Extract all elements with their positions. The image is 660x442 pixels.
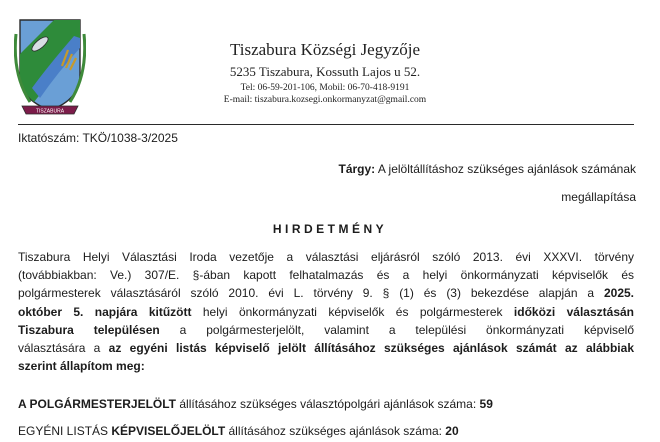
list-value: 20 [445,424,459,438]
list-label: KÉPVISELŐJELÖLT [111,424,226,438]
mayor-value: 59 [479,397,493,411]
body-line: választására a az egyéni listás képviselő jelölt állításához szükséges ajánlások számát az alábbiak [18,341,634,356]
announcement-body [18,248,634,375]
letterhead [160,40,490,106]
body-line: Tiszabura Helyi Választási Iroda vezetője a választási eljárásról szóló 2013. évi XXXVI. törvény [18,250,634,264]
subject-label: Tárgy: [338,162,376,176]
mayor-recommendation-count: A POLGÁRMESTERJELÖLT állításához szükséges választópolgári ajánlások száma: 59 [18,397,493,411]
body-line: polgármesterek választásáról szóló 2010. évi L. törvény 9. § (1) és (3) bekezdése alapján a 2025. [18,286,634,301]
reference-number: Iktatószám: TKÖ/1038-3/2025 [18,131,178,145]
subject-text-2: megállapítása [561,190,636,204]
crest-banner-text: TISZABURA [35,108,65,115]
office-phone: Tel: 06-59-201-106, Mobil: 06-70-418-9191 [240,83,410,93]
body-line: (továbbiakban: Ve.) 307/E. §-ában kapott felhatalmazás és a helyi önkormányzati képviselők és [18,268,634,283]
subject-line [339,162,637,177]
office-address: 5235 Tiszabura, Kossuth Lajos u 52. [229,64,421,79]
document-heading: HIRDETMÉNY [272,222,388,236]
header-divider [18,124,634,125]
body-line: Tiszabura településen a polgármesterjelölt, valamint a települési önkormányzati képviselő [18,322,635,337]
coat-of-arms [14,14,86,118]
office-email: E-mail: tiszabura.kozsegi.onkormanyzat@gmail.com [223,95,427,105]
subject-text-1: A jelöltállításhoz szükséges ajánlások számának [377,162,636,176]
mayor-label: A POLGÁRMESTERJELÖLT [18,397,177,411]
body-line: október 5. napjára kitűzött helyi önkormányzati képviselők és polgármesterek időközi választásán [18,304,634,319]
office-title: Tiszabura Községi Jegyzője [229,40,421,59]
list-candidate-recommendation-count: EGYÉNI LISTÁS KÉPVISELŐJELÖLT állításához szükséges ajánlások száma: 20 [18,424,459,438]
body-line: szerint állapítom meg: [18,359,145,374]
